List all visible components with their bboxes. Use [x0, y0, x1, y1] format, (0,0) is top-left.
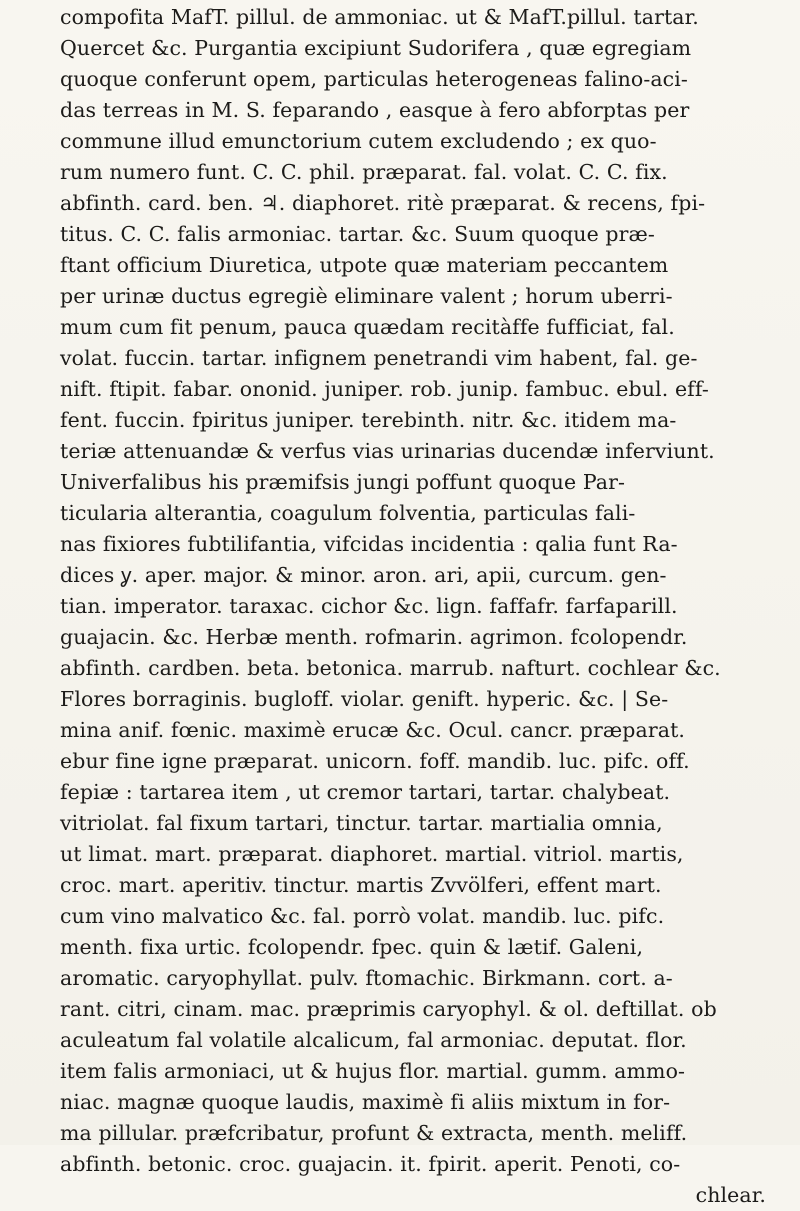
- text-line: abfinth. betonic. croc. guajacin. it. fpirit. aperit. Penoti, co-: [60, 1152, 681, 1176]
- text-line: tian. imperator. taraxac. cichor &c. lign. faffafr. farfaparill.: [60, 594, 678, 618]
- text-line: teriæ attenuandæ & verfus vias urinarias ducendæ inferviunt.: [60, 439, 715, 463]
- catchword: chlear.: [695, 1183, 766, 1207]
- text-line: ftant officium Diuretica, utpote quæ materiam peccantem: [60, 253, 669, 277]
- body-text: [60, 2, 780, 1211]
- text-line: nas fixiores fubtilifantia, vifcidas incidentia : qalia funt Ra-: [60, 532, 678, 556]
- text-line: Quercet &c. Purgantia excipiunt Sudorifera , quæ egregiam: [60, 36, 692, 60]
- text-line: ma pillular. præfcribatur, profunt & extracta, menth. meliff.: [60, 1121, 688, 1145]
- text-line: commune illud emunctorium cutem excludendo ; ex quo-: [60, 129, 657, 153]
- text-line: titus. C. C. falis armoniac. tartar. &c. Suum quoque præ-: [60, 222, 655, 246]
- text-line: compofita MafT. pillul. de ammoniac. ut & MafT.pillul. tartar.: [60, 5, 699, 29]
- text-line: abfinth. cardben. beta. betonica. marrub. nafturt. cochlear &c.: [60, 656, 721, 680]
- text-line: rum numero funt. C. C. phil. præparat. fal. volat. C. C. fix.: [60, 160, 668, 184]
- text-line: volat. fuccin. tartar. infignem penetrandi vim habent, fal. ge-: [60, 346, 698, 370]
- text-line: nift. ftipit. fabar. ononid. juniper. rob. junip. fambuc. ebul. eff-: [60, 377, 709, 401]
- text-line: aculeatum fal volatile alcalicum, fal armoniac. deputat. flor.: [60, 1028, 687, 1052]
- text-line: abfinth. card. ben. ♃. diaphoret. ritè præparat. & recens, fpi-: [60, 191, 706, 215]
- text-line: guajacin. &c. Herbæ menth. rofmarin. agrimon. fcolopendr.: [60, 625, 688, 649]
- text-line: fent. fuccin. fpiritus juniper. terebinth. nitr. &c. itidem ma-: [60, 408, 677, 432]
- text-line: mum cum fit penum, pauca quædam recitàffe fufficiat, fal.: [60, 315, 675, 339]
- text-line: vitriolat. fal fixum tartari, tinctur. tartar. martialia omnia,: [60, 811, 663, 835]
- text-line: das terreas in M. S. feparando , easque à fero abforptas per: [60, 98, 690, 122]
- text-line: quoque conferunt opem, particulas heterogeneas falino-aci-: [60, 67, 688, 91]
- text-line: fepiæ : tartarea item , ut cremor tartari, tartar. chalybeat.: [60, 780, 671, 804]
- text-line: cum vino malvatico &c. fal. porrò volat. mandib. luc. pifc.: [60, 904, 665, 928]
- text-line: rant. citri, cinam. mac. præprimis caryophyl. & ol. deftillat. ob: [60, 997, 717, 1021]
- text-line: croc. mart. aperitiv. tinctur. martis Zvvölferi, effent mart.: [60, 873, 662, 897]
- text-line: Univerfalibus his præmifsis jungi poffunt quoque Par-: [60, 470, 626, 494]
- text-line: item falis armoniaci, ut & hujus flor. martial. gumm. ammo-: [60, 1059, 686, 1083]
- text-line: ut limat. mart. præparat. diaphoret. martial. vitriol. martis,: [60, 842, 684, 866]
- text-line: ebur fine igne præparat. unicorn. foff. mandib. luc. pifc. off.: [60, 749, 690, 773]
- text-line: Flores borraginis. bugloff. violar. genift. hyperic. &c. | Se-: [60, 687, 669, 711]
- text-line: niac. magnæ quoque laudis, maximè fi aliis mixtum in for-: [60, 1090, 671, 1114]
- text-line: per urinæ ductus egregiè eliminare valent ; horum uberri-: [60, 284, 673, 308]
- text-line: mina anif. fœnic. maximè erucæ &c. Ocul. cancr. præparat.: [60, 718, 686, 742]
- text-line: menth. fixa urtic. fcolopendr. fpec. quin & lætif. Galeni,: [60, 935, 644, 959]
- text-line: dices ỿ. aper. major. & minor. aron. ari, apii, curcum. gen-: [60, 563, 667, 587]
- text-line: aromatic. caryophyllat. pulv. ftomachic. Birkmann. cort. a-: [60, 966, 673, 990]
- text-line: ticularia alterantia, coagulum folventia, particulas fali-: [60, 501, 636, 525]
